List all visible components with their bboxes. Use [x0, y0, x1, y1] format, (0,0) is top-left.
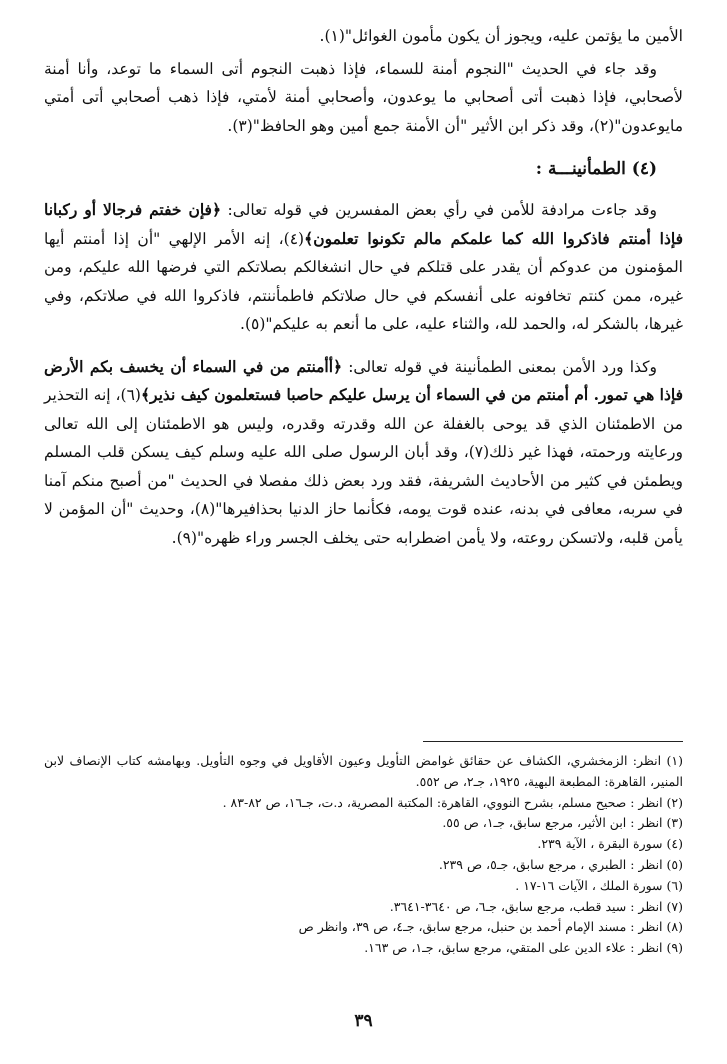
section-heading: (٤) الطمأنينـــة :	[535, 159, 657, 179]
footnote-3: (٣) انظر : ابن الأثير، مرجع سابق، جـ١، ص ٥٥.	[442, 815, 683, 831]
paragraph-4-intro: وكذا ورد الأمن بمعنى الطمأنينة في قوله تعالى:	[342, 357, 657, 376]
footnote-7: (٧) انظر : سيد قطب، مرجع سابق، جـ٦، ص ٣٦٤٠-٣٦٤١.	[389, 898, 683, 914]
footnote-9: (٩) انظر : علاء الدين على المتقي، مرجع سابق، جـ١، ص ١٦٣.	[364, 940, 683, 956]
body-paragraph-1: الأمين ما يؤتمن عليه، ويجوز أن يكون مأمون الغوائل"(١).	[319, 27, 683, 45]
quran-verse-2: ﴿أأمنتم من في السماء أن يخسف بكم الأرض فإذا هي تمور. أم أمنتم من في السماء أن يرسل عليكم حاصبا فستعلمون كيف نذير﴾	[44, 356, 683, 404]
footnote-1: (١) انظر: الزمخشري، الكشاف عن حقائق غوامض التأويل وعيون الأقاويل في وجوه التأويل. وبهامشه كتاب الإنصاف لابن المنير، القاهرة: المطبعة البهية، ١٩٢٥، جـ٢، ص ٥٥٢.	[44, 753, 683, 789]
footnote-separator	[423, 741, 683, 742]
page-number: ٣٩	[354, 1011, 373, 1031]
footnote-6: (٦) سورة الملك ، الآيات ١٦-١٧ .	[515, 877, 683, 893]
footnote-4: (٤) سورة البقرة ، الآية ٢٣٩.	[537, 836, 683, 852]
body-paragraph-3	[44, 196, 683, 339]
footnotes-list	[44, 751, 683, 959]
quran-verse-1: ﴿فإن خفتم فرجالا أو ركبانا فإذا أمنتم فاذكروا الله كما علمكم مالم تكونوا تعلمون﴾	[44, 200, 683, 248]
body-paragraph-2: وقد جاء في الحديث "النجوم أمنة للسماء، فإذا ذهبت النجوم أتى السماء ما توعد، وأنا أمنة لأصحابي، فإذا ذهبت أتى أصحابي ما يوعدون، وأصحابي أمنة لأمتي، فإذا ذهب أصحابي أتى أمتي مايوعدون"(٢)، وقد ذكر ابن الأثير "أن الأمنة جمع أمين وهو الحافظ"(٣).	[44, 59, 683, 135]
footnote-5: (٥) انظر : الطبري ، مرجع سابق، جـ٥، ص ٢٣٩.	[438, 856, 683, 872]
paragraph-3-rest: (٤)، إنه الأمر الإلهي "أن إذا أمنتم أيها المؤمنون من عدوكم أن يقدر على قتلكم في حال انشغالكم بصلاتكم التي فرضها الله عليكم، ومن غيره، ممن كنتم تخافونه على أنفسكم في حال صلاتكم فاطمأننتم، فاذكروا الله في صلاتكم، وفي غيرها، بالشكر له، والحمد لله، والثناء عليه، على ما أنعم به عليكم"(٥).	[44, 229, 683, 333]
paragraph-4-rest: (٦)، إنه التحذير من الاطمئنان الذي قد يوحى بالغفلة عن الله وقدرته وقدره، وليس هو الاطمئنان إلى الله تعالى ورعايته ورحمته، فهذا غير ذلك(٧)، وقد أبان الرسول صلى الله عليه وسلم كيف يسكن قلب المسلم ويطمئن في كثير من الأحاديث الشريفة، فقد ورد بعض ذلك مفصلا في الحديث "من أصبح منكم آمنا في سربه، معافى في بدنه، عنده قوت يومه، فكأنما حاز الدنيا بحذافيرها"(٨)، وحديث "أن المؤمن لا يأمن قلبه، ولاتسكن روعته، ولا يأمن اضطرابه حتى يخلف الجسر وراء ظهره"(٩).	[44, 386, 684, 547]
footnote-8: (٨) انظر : مسند الإمام أحمد بن حنبل، مرجع سابق، جـ٤، ص ٣٩، وانظر ص	[298, 919, 683, 935]
body-paragraph-4	[44, 353, 683, 553]
footnote-2: (٢) انظر : صحيح مسلم، بشرح النووي، القاهرة: المكتبة المصرية، د.ت، جـ١٦، ص ٨٢-٨٣ .	[222, 794, 683, 810]
paragraph-3-intro: وقد جاءت مرادفة للأمن في رأي بعض المفسرين في قوله تعالى:	[221, 201, 658, 219]
